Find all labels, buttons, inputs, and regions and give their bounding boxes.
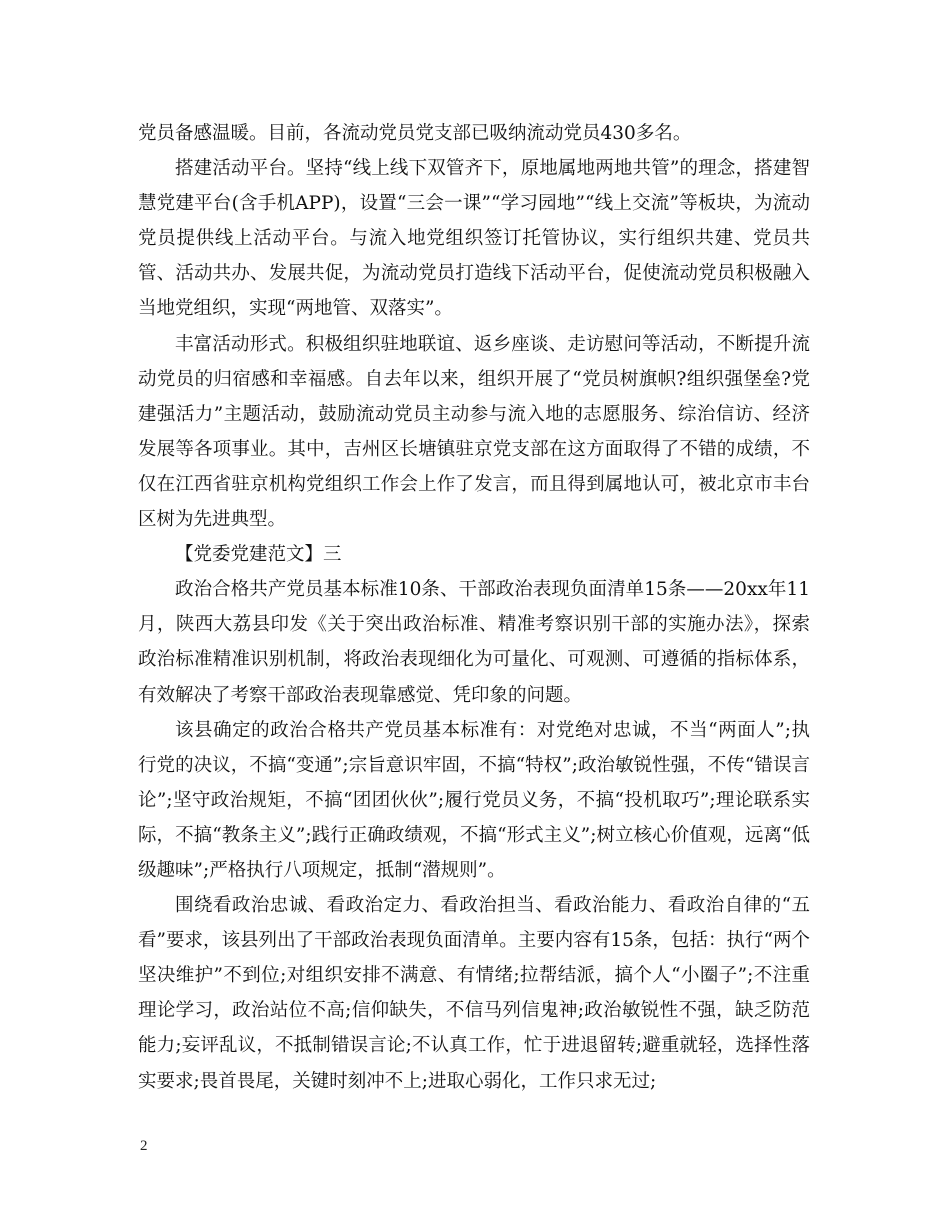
paragraph: 政治合格共产党员基本标准10条、干部政治表现负面清单15条——20xx年11月，陕西大荔县印发《关于突出政治标准、精准考察识别干部的实施办法》，探索政治标准精准识别机制，将政治表现细化为可量化、可观测、可遵循的指标体系，有效解决了考察干部政治表现靠感觉、凭印象的问题。 <box>138 579 810 706</box>
document-body <box>138 116 810 1099</box>
paragraph: 党员备感温暖。目前，各流动党员党支部已吸纳流动党员430多名。 <box>138 123 692 144</box>
paragraph: 搭建活动平台。坚持“线上线下双管齐下，原地属地两地共管”的理念，搭建智慧党建平台(含手机APP)，设置“三会一课”“学习园地”“线上交流”等板块，为流动党员提供线上活动平台。与流入地党组织签订托管协议，实行组织共建、党员共管、活动共办、发展共促，为流动党员打造线下活动平台，促使流动党员积极融入当地党组织，实现“两地管、双落实”。 <box>138 158 810 320</box>
paragraph: 围绕看政治忠诚、看政治定力、看政治担当、看政治能力、看政治自律的“五看”要求，该县列出了干部政治表现负面清单。主要内容有15条，包括：执行“两个坚决维护”不到位;对组织安排不满意、有情绪;拉帮结派，搞个人“小圈子”;不注重理论学习，政治站位不高;信仰缺失，不信马列信鬼神;政治敏锐性不强，缺乏防范能力;妄评乱议，不抵制错误言论;不认真工作，忙于进退留转;避重就轻，选择性落实要求;畏首畏尾，关键时刻冲不上;进取心弱化，工作只求无过; <box>138 895 810 1092</box>
page-number: 2 <box>140 1138 148 1154</box>
paragraph: 丰富活动形式。积极组织驻地联谊、返乡座谈、走访慰问等活动，不断提升流动党员的归宿感和幸福感。自去年以来，组织开展了“党员树旗帜?组织强堡垒?党建强活力”主题活动，鼓励流动党员主动参与流入地的志愿服务、综治信访、经济发展等各项事业。其中，吉州区长塘镇驻京党支部在这方面取得了不错的成绩，不仅在江西省驻京机构党组织工作会上作了发言，而且得到属地认可，被北京市丰台区树为先进典型。 <box>138 333 810 531</box>
paragraph: 该县确定的政治合格共产党员基本标准有：对党绝对忠诚，不当“两面人”;执行党的决议，不搞“变通”;宗旨意识牢固，不搞“特权”;政治敏锐性强，不传“错误言论”;坚守政治规矩，不搞“团团伙伙”;履行党员义务，不搞“投机取巧”;理论联系实际，不搞“教条主义”;践行正确政绩观，不搞“形式主义”;树立核心价值观，远离“低级趣味”;严格执行八项规定，抵制“潜规则”。 <box>138 719 810 881</box>
section-heading: 【党委党建范文】三 <box>175 544 342 566</box>
